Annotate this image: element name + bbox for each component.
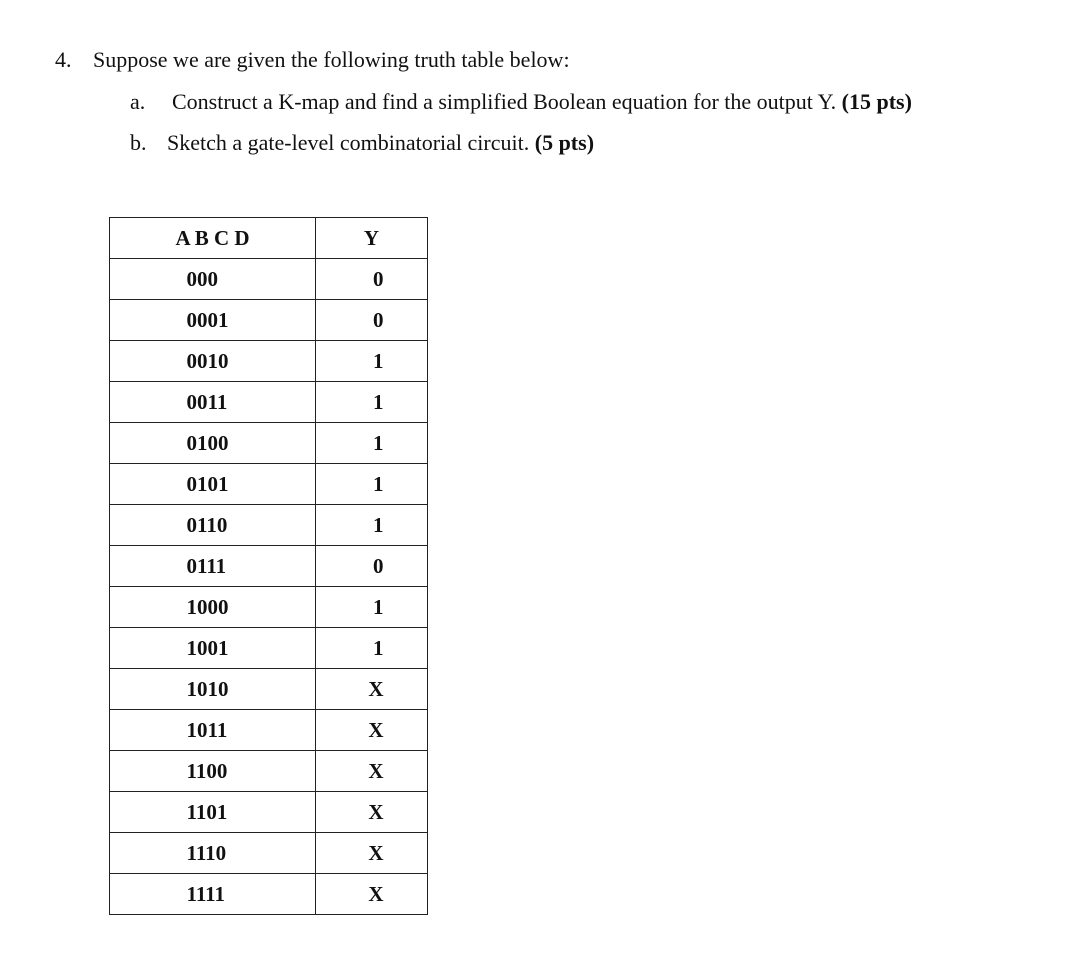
- row-input: 1010: [186, 676, 229, 701]
- row-output: 1: [373, 512, 384, 537]
- row-output: 1: [373, 594, 384, 619]
- row-output: 0: [373, 307, 384, 332]
- table-row: [110, 587, 428, 628]
- part-b-text: Sketch a gate-level combinatorial circuit.: [167, 130, 530, 155]
- row-output: X: [368, 881, 384, 906]
- row-output: X: [368, 758, 384, 783]
- row-input: 0100: [186, 430, 229, 455]
- row-input: 0010: [186, 348, 229, 373]
- row-input: 0011: [186, 389, 228, 414]
- table-row: [110, 300, 428, 341]
- table-row: [110, 464, 428, 505]
- row-output: 1: [373, 389, 384, 414]
- part-a: [130, 86, 912, 118]
- part-b-points: (5 pts): [534, 130, 595, 155]
- row-output: 1: [373, 471, 384, 496]
- table-row: [110, 669, 428, 710]
- row-output: 1: [373, 430, 384, 455]
- row-output: X: [368, 676, 384, 701]
- row-input: 1111: [186, 881, 226, 906]
- row-input: 000: [186, 266, 218, 291]
- part-a-letter: a.: [130, 89, 146, 114]
- row-output: 1: [373, 635, 384, 660]
- row-input: 1100: [186, 758, 228, 783]
- row-output: X: [368, 799, 384, 824]
- row-output: 0: [373, 266, 384, 291]
- part-a-text: Construct a K-map and find a simplified Boolean equation for the output Y.: [172, 89, 837, 114]
- question-4: [55, 44, 570, 76]
- truth-table-body: [110, 259, 428, 915]
- table-row: [110, 423, 428, 464]
- row-input: 0101: [186, 471, 229, 496]
- row-input: 0001: [186, 307, 229, 332]
- question-text: Suppose we are given the following truth table below:: [93, 47, 570, 72]
- table-row: [110, 341, 428, 382]
- table-row: [110, 259, 428, 300]
- part-b-letter: b.: [130, 130, 147, 155]
- table-row: [110, 628, 428, 669]
- table-row: [110, 874, 428, 915]
- row-input: 1001: [186, 635, 229, 660]
- table-row: [110, 833, 428, 874]
- row-output: 1: [373, 348, 384, 373]
- table-row: [110, 505, 428, 546]
- truth-table: [109, 217, 428, 915]
- table-row: [110, 382, 428, 423]
- table-row: [110, 710, 428, 751]
- table-row: [110, 546, 428, 587]
- row-input: 1101: [186, 799, 228, 824]
- row-input: 1110: [186, 840, 227, 865]
- header-output: Y: [316, 218, 428, 259]
- table-row: [110, 751, 428, 792]
- table-row: [110, 792, 428, 833]
- row-output: X: [368, 840, 384, 865]
- row-input: 0111: [186, 553, 227, 578]
- part-a-points: (15 pts): [841, 89, 912, 114]
- row-input: 1000: [186, 594, 229, 619]
- header-inputs: A B C D: [110, 218, 316, 259]
- row-output: 0: [373, 553, 384, 578]
- part-b: [130, 127, 594, 159]
- question-number: 4.: [55, 47, 72, 72]
- row-input: 1011: [186, 717, 228, 742]
- table-header-row: [110, 218, 428, 259]
- row-input: 0110: [186, 512, 228, 537]
- row-output: X: [368, 717, 384, 742]
